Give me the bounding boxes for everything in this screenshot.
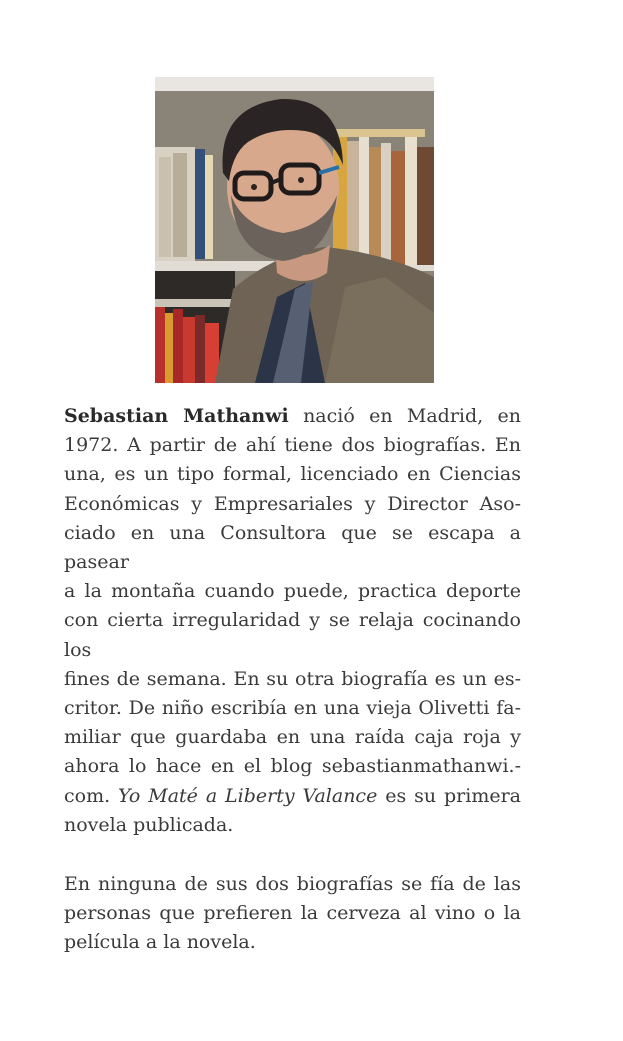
bio-line: Económicas y Empresariales y Director Aso- <box>64 492 521 515</box>
bio-paragraph-1 <box>64 402 521 840</box>
bio-paragraph-2 <box>64 870 521 958</box>
bio-line: Sebastian Mathanwi nació en Madrid, en <box>64 405 521 427</box>
bio-line: una, es un tipo formal, licenciado en Ciencias <box>64 463 521 486</box>
bio-line: a la montaña cuando puede, practica deporte <box>64 580 521 603</box>
bio-line: con cierta irregularidad y se relaja cocinando los <box>64 609 521 661</box>
author-bio <box>64 402 521 958</box>
bio-line: novela publicada. <box>64 813 234 836</box>
bio-line: miliar que guardaba en una raída caja roja y <box>64 726 521 749</box>
author-name: Sebastian Mathanwi <box>64 405 289 427</box>
bio-line: critor. De niño escribía en una vieja Olivetti fa- <box>64 697 521 720</box>
bio-line: personas que prefieren la cerveza al vino o la <box>64 902 521 925</box>
bio-line: fines de semana. En su otra biografía es un es- <box>64 667 521 690</box>
bio-line: ahora lo hace en el blog sebastianmathanwi.- <box>64 755 521 778</box>
bio-line: com. Yo Maté a Liberty Valance es su primera <box>64 784 521 807</box>
book-title: Yo Maté a Liberty Valance <box>118 784 378 807</box>
bio-line: En ninguna de sus dos biografías se fía de las <box>64 873 521 896</box>
bio-line: ciado en una Consultora que se escapa a pasear <box>64 521 521 574</box>
author-photo <box>155 77 434 383</box>
bio-line: película a la novela. <box>64 931 256 954</box>
bio-line: 1972. A partir de ahí tiene dos biografías. En <box>64 434 521 457</box>
